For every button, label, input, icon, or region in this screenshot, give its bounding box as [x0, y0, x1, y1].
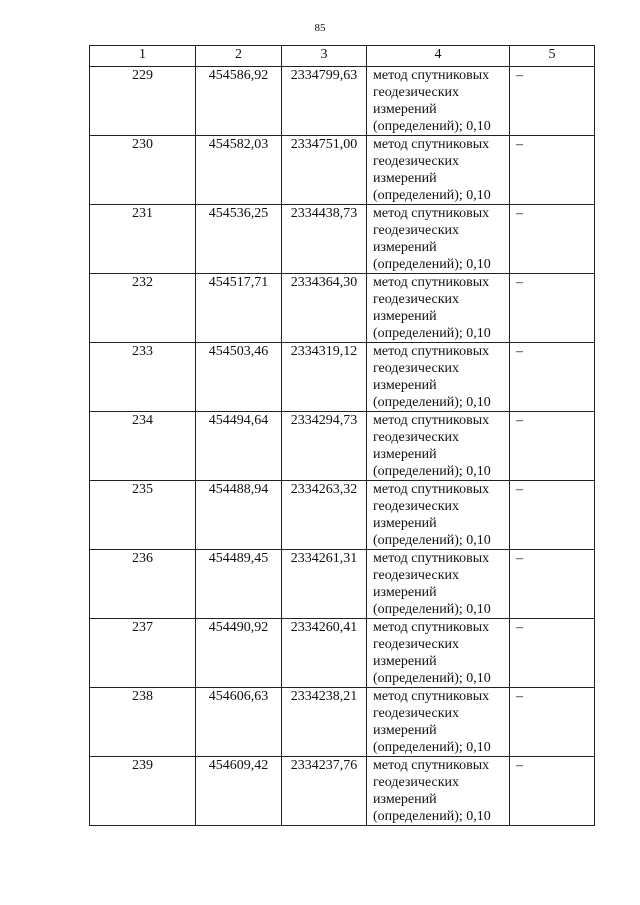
method-cell — [367, 274, 510, 343]
method-text-line: измерений — [373, 240, 437, 255]
point-number-cell: 230 — [90, 136, 196, 205]
method-text-line: геодезических — [373, 637, 460, 652]
method-text-line: (определений); 0,10 — [373, 740, 491, 755]
method-text-line: (определений); 0,10 — [373, 671, 491, 686]
method-cell — [367, 205, 510, 274]
coordinates-table — [89, 45, 595, 826]
y-coordinate-cell: 2334261,31 — [282, 550, 367, 619]
method-cell — [367, 343, 510, 412]
y-coordinate-cell: 2334799,63 — [282, 67, 367, 136]
note-cell: – — [510, 274, 595, 343]
method-text-line: (определений); 0,10 — [373, 119, 491, 134]
method-text-line: (определений); 0,10 — [373, 533, 491, 548]
method-text-line: измерений — [373, 171, 437, 186]
method-text-line: геодезических — [373, 223, 460, 238]
table-header — [90, 46, 595, 67]
table-row — [90, 205, 595, 274]
column-header-4: 4 — [367, 46, 510, 67]
table-row — [90, 136, 595, 205]
method-text-line: геодезических — [373, 361, 460, 376]
method-text-line: метод спутниковых — [373, 758, 490, 773]
point-number-cell: 232 — [90, 274, 196, 343]
method-text-line: метод спутниковых — [373, 68, 490, 83]
method-cell — [367, 136, 510, 205]
table-row — [90, 550, 595, 619]
note-cell: – — [510, 550, 595, 619]
method-text-line: метод спутниковых — [373, 413, 490, 428]
x-coordinate-cell: 454586,92 — [196, 67, 282, 136]
note-cell: – — [510, 67, 595, 136]
column-header-1: 1 — [90, 46, 196, 67]
table-row — [90, 619, 595, 688]
x-coordinate-cell: 454582,03 — [196, 136, 282, 205]
method-text-line: метод спутниковых — [373, 620, 490, 635]
method-text-line: геодезических — [373, 568, 460, 583]
column-header-3: 3 — [282, 46, 367, 67]
column-header-5: 5 — [510, 46, 595, 67]
method-text-line: измерений — [373, 102, 437, 117]
table-row — [90, 67, 595, 136]
method-text-line: измерений — [373, 654, 437, 669]
note-cell: – — [510, 619, 595, 688]
method-cell — [367, 757, 510, 826]
y-coordinate-cell: 2334438,73 — [282, 205, 367, 274]
column-header-2: 2 — [196, 46, 282, 67]
method-cell — [367, 481, 510, 550]
method-text-line: измерений — [373, 447, 437, 462]
table-row — [90, 481, 595, 550]
y-coordinate-cell: 2334238,21 — [282, 688, 367, 757]
method-cell — [367, 67, 510, 136]
x-coordinate-cell: 454490,92 — [196, 619, 282, 688]
method-text-line: измерений — [373, 792, 437, 807]
x-coordinate-cell: 454606,63 — [196, 688, 282, 757]
point-number-cell: 229 — [90, 67, 196, 136]
table-row — [90, 688, 595, 757]
x-coordinate-cell: 454503,46 — [196, 343, 282, 412]
y-coordinate-cell: 2334237,76 — [282, 757, 367, 826]
method-text-line: метод спутниковых — [373, 689, 490, 704]
note-cell: – — [510, 136, 595, 205]
method-cell — [367, 688, 510, 757]
x-coordinate-cell: 454494,64 — [196, 412, 282, 481]
method-text-line: геодезических — [373, 154, 460, 169]
method-text-line: метод спутниковых — [373, 206, 490, 221]
method-text-line: геодезических — [373, 706, 460, 721]
note-cell: – — [510, 205, 595, 274]
method-cell — [367, 412, 510, 481]
x-coordinate-cell: 454517,71 — [196, 274, 282, 343]
point-number-cell: 238 — [90, 688, 196, 757]
y-coordinate-cell: 2334364,30 — [282, 274, 367, 343]
method-text-line: измерений — [373, 585, 437, 600]
method-text-line: метод спутниковых — [373, 551, 490, 566]
method-text-line: геодезических — [373, 85, 460, 100]
x-coordinate-cell: 454489,45 — [196, 550, 282, 619]
method-text-line: (определений); 0,10 — [373, 809, 491, 824]
x-coordinate-cell: 454609,42 — [196, 757, 282, 826]
x-coordinate-cell: 454536,25 — [196, 205, 282, 274]
note-cell: – — [510, 757, 595, 826]
method-text-line: метод спутниковых — [373, 344, 490, 359]
method-text-line: (определений); 0,10 — [373, 188, 491, 203]
point-number-cell: 234 — [90, 412, 196, 481]
point-number-cell: 235 — [90, 481, 196, 550]
method-text-line: (определений); 0,10 — [373, 257, 491, 272]
table-row — [90, 757, 595, 826]
point-number-cell: 231 — [90, 205, 196, 274]
method-cell — [367, 550, 510, 619]
note-cell: – — [510, 343, 595, 412]
method-text-line: геодезических — [373, 430, 460, 445]
method-text-line: измерений — [373, 309, 437, 324]
point-number-cell: 237 — [90, 619, 196, 688]
note-cell: – — [510, 412, 595, 481]
page-number: 85 — [314, 22, 326, 34]
table-body — [90, 67, 595, 826]
method-text-line: (определений); 0,10 — [373, 326, 491, 341]
y-coordinate-cell: 2334751,00 — [282, 136, 367, 205]
table-row — [90, 274, 595, 343]
method-text-line: геодезических — [373, 775, 460, 790]
method-text-line: измерений — [373, 516, 437, 531]
method-text-line: метод спутниковых — [373, 137, 490, 152]
x-coordinate-cell: 454488,94 — [196, 481, 282, 550]
method-text-line: геодезических — [373, 292, 460, 307]
method-text-line: (определений); 0,10 — [373, 395, 491, 410]
note-cell: – — [510, 688, 595, 757]
method-text-line: измерений — [373, 723, 437, 738]
y-coordinate-cell: 2334260,41 — [282, 619, 367, 688]
method-cell — [367, 619, 510, 688]
table-row — [90, 412, 595, 481]
table-row — [90, 343, 595, 412]
y-coordinate-cell: 2334294,73 — [282, 412, 367, 481]
note-cell: – — [510, 481, 595, 550]
point-number-cell: 236 — [90, 550, 196, 619]
method-text-line: геодезических — [373, 499, 460, 514]
method-text-line: измерений — [373, 378, 437, 393]
y-coordinate-cell: 2334263,32 — [282, 481, 367, 550]
method-text-line: (определений); 0,10 — [373, 464, 491, 479]
method-text-line: метод спутниковых — [373, 275, 490, 290]
point-number-cell: 239 — [90, 757, 196, 826]
point-number-cell: 233 — [90, 343, 196, 412]
y-coordinate-cell: 2334319,12 — [282, 343, 367, 412]
method-text-line: метод спутниковых — [373, 482, 490, 497]
method-text-line: (определений); 0,10 — [373, 602, 491, 617]
header-row — [90, 46, 595, 67]
